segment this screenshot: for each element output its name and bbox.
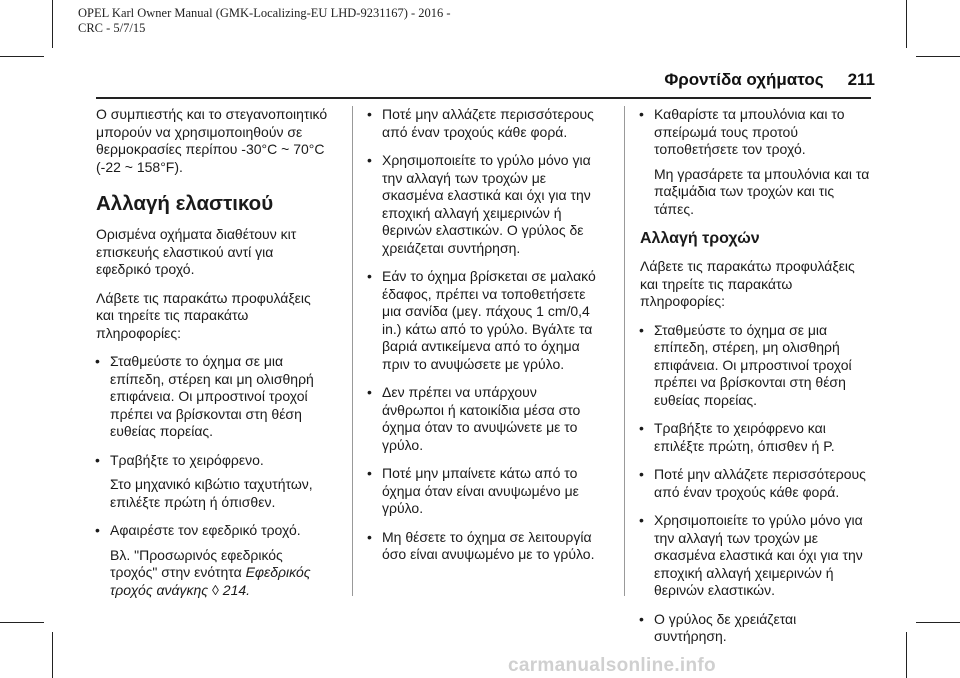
print-header [78, 6, 451, 36]
bullet-subtext [96, 547, 328, 600]
bullet-item: • Σταθμεύστε το όχημα σε μια επίπεδη, στέρεη, μη ολισθηρή επιφάνεια. Οι μπροστινοί τροχοί πρέπει να βρίσκονται στη θέση ευθείας πορείας. [640, 322, 872, 410]
section-title: Φροντίδα οχήματος [664, 70, 824, 89]
print-header-line1: OPEL Karl Owner Manual (GMK-Localizing-EU LHD-9231167) - 2016 - [78, 6, 451, 20]
section-heading-tyre-change: Αλλαγή ελαστικού [96, 192, 274, 215]
bullet-item: • Εάν το όχημα βρίσκεται σε μαλακό έδαφος, πρέπει να τοποθετήσετε μια σανίδα (μεγ. πάχους 1 cm/0,4 in.) κάτω από το γρύλο. Βγάλτε τα βαριά αντικείμενα από το όχημα πριν το ανυψώσετε με γρύλο. [368, 268, 600, 373]
crop-mark [0, 56, 44, 57]
intro-paragraph: Ο συμπιεστής και το στεγανοποιητικό μπορούν να χρησιμοποιηθούν σε θερμοκρασίες περίπου -30°C ~ 70°C (-22 ~ 158°F). [96, 106, 328, 175]
watermark: carmanualsonline.info [508, 655, 716, 676]
page-number: 211 [847, 70, 875, 89]
bullet-item: • Ποτέ μην αλλάζετε περισσότερους από έναν τροχούς κάθε φορά. [640, 466, 872, 501]
crop-mark [906, 632, 907, 678]
running-head [664, 70, 875, 90]
section-heading-wheel-change: Αλλαγή τροχών [640, 230, 760, 247]
paragraph: Ορισμένα οχήματα διαθέτουν κιτ επισκευής ελαστικού αντί για εφεδρικό τροχό. [96, 226, 297, 277]
bullet-item: • Δεν πρέπει να υπάρχουν άνθρωποι ή κατοικίδια μέσα στο όχημα όταν το ανυψώνετε με το γρύλο. [368, 384, 600, 454]
column-2 [368, 106, 600, 575]
column-3 [640, 106, 872, 657]
bullet-item: • Τραβήξτε το χειρόφρενο. [96, 452, 328, 470]
crop-mark [916, 622, 960, 623]
bullet-item: • Τραβήξτε το χειρόφρενο και επιλέξτε πρώτη, όπισθεν ή P. [640, 420, 872, 455]
column-divider [352, 106, 353, 596]
column-divider [624, 106, 625, 596]
bullet-item: • Αφαιρέστε τον εφεδρικό τροχό. [96, 522, 328, 540]
cross-reference-link[interactable]: Εφεδρικός τροχός ανάγκης [110, 564, 311, 598]
bullet-item: • Καθαρίστε τα μπουλόνια και το σπείρωμά τους προτού τοποθετήσετε τον τροχό. [640, 106, 872, 159]
bullet-item: • Σταθμεύστε το όχημα σε μια επίπεδη, στέρεη και μη ολισθηρή επιφάνεια. Οι μπροστινοί τροχοί πρέπει να βρίσκονται στη θέση ευθείας πορείας. [96, 353, 328, 441]
print-header-line2: CRC - 5/7/15 [78, 21, 146, 35]
bullet-item: • Χρησιμοποιείτε το γρύλο μόνο για την αλλαγή των τροχών με σκασμένα ελαστικά και όχι για την εποχική αλλαγή χειμερινών ή θερινών ελαστικών. Ο γρύλος δε χρειάζεται συντήρηση. [368, 152, 600, 257]
header-rule [96, 97, 871, 99]
bullet-item: • Ποτέ μην μπαίνετε κάτω από το όχημα όταν είναι ανυψωμένο με γρύλο. [368, 465, 600, 518]
crop-mark [916, 56, 960, 57]
column-1 [96, 106, 328, 610]
cross-reference-page[interactable]: 214. [222, 581, 251, 598]
bullet-subtext: Μη γρασάρετε τα μπουλόνια και τα παξιμάδια των τροχών και τις τάπες. [654, 165, 870, 217]
see-reference-text: Βλ. "Προσωρινός εφεδρικός τροχός" στην ενότητα [110, 546, 283, 580]
page-ref-icon: ◊ [211, 581, 219, 598]
bullet-item: • Χρησιμοποιείτε το γρύλο μόνο για την αλλαγή των τροχών με σκασμένα ελαστικά και όχι για την εποχική αλλαγή χειμερινών ή θερινών ελαστικών. [640, 512, 872, 600]
bullet-item: • Ποτέ μην αλλάζετε περισσότερους από έναν τροχούς κάθε φορά. [368, 106, 600, 141]
bullet-item: • Μη θέσετε το όχημα σε λειτουργία όσο είναι ανυψωμένο με το γρύλο. [368, 529, 600, 564]
paragraph: Λάβετε τις παρακάτω προφυλάξεις και τηρείτε τις παρακάτω πληροφορίες: [640, 258, 855, 309]
crop-mark [52, 632, 53, 678]
bullet-item: • Ο γρύλος δε χρειάζεται συντήρηση. [640, 611, 872, 646]
crop-mark [906, 0, 907, 48]
crop-mark [0, 622, 44, 623]
bullet-subtext: Στο μηχανικό κιβώτιο ταχυτήτων, επιλέξτε πρώτη ή όπισθεν. [110, 476, 313, 510]
paragraph: Λάβετε τις παρακάτω προφυλάξεις και τηρείτε τις παρακάτω πληροφορίες: [96, 289, 311, 341]
crop-mark [52, 0, 53, 48]
